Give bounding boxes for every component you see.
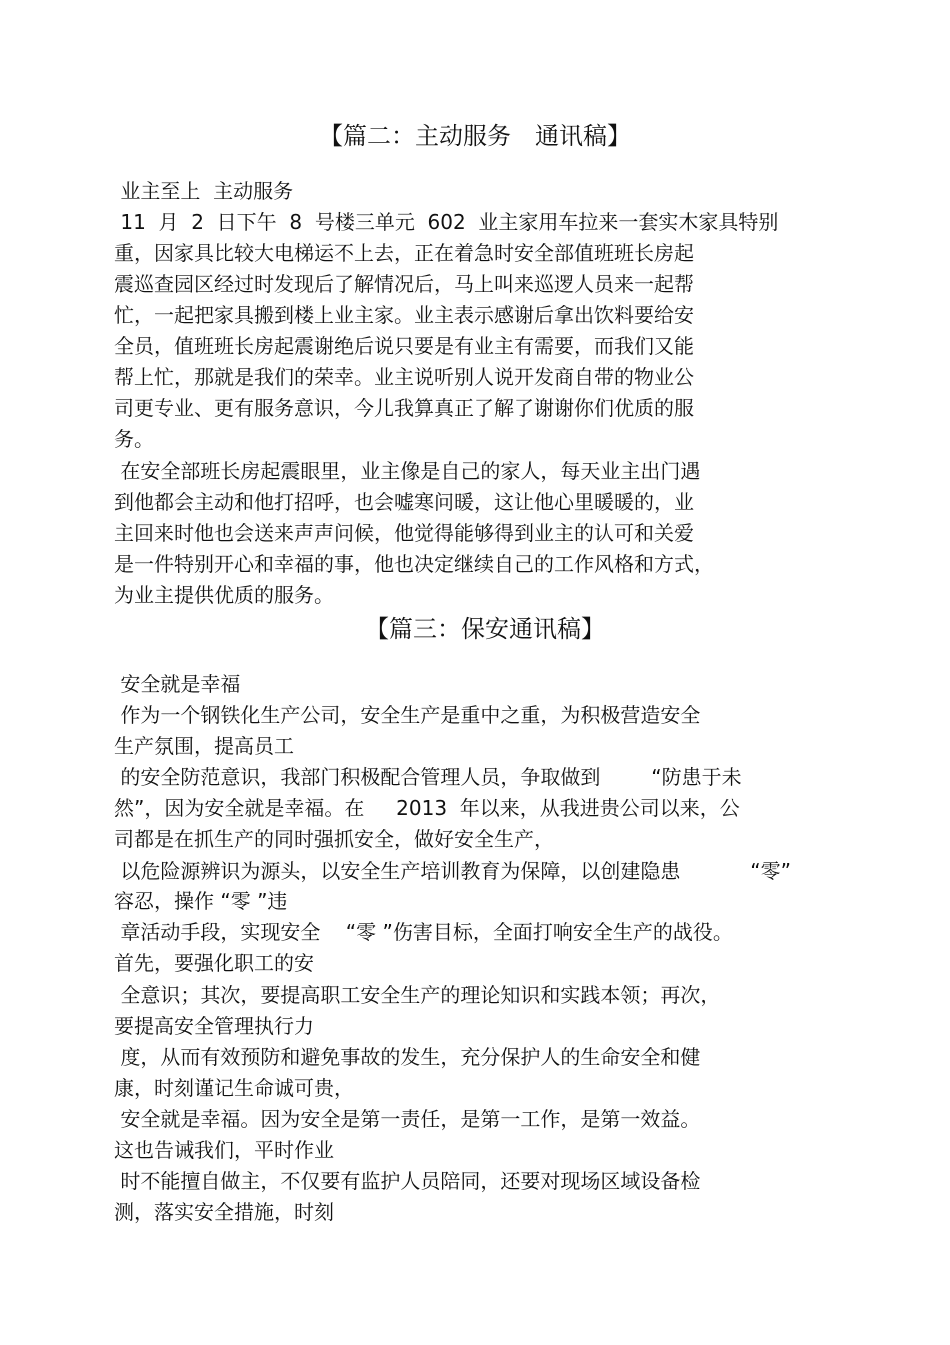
text-line: 主回来时他也会送来声声问候，他觉得能够得到业主的认可和关爱: [114, 521, 694, 545]
text-line: 11 月 2 日下午 8 号楼三单元 602 业主家用车拉来一套实木家具特别: [114, 210, 779, 234]
text-line: 这也告诫我们，平时作业: [114, 1138, 334, 1162]
text-line: 是一件特别开心和幸福的事，他也决定继续自己的工作风格和方式，: [114, 552, 714, 576]
text-line: 的安全防范意识，我部门积极配合管理人员，争取做到 “防患于未: [114, 765, 742, 789]
section-2-title: 【篇二：主动服务 通讯稿】: [319, 122, 631, 150]
text-line: 帮上忙，那就是我们的荣幸。业主说听别人说开发商自带的物业公: [114, 365, 694, 389]
text-line: 首先，要强化职工的安: [114, 951, 314, 975]
text-line: 重，因家具比较大电梯运不上去，正在着急时安全部值班班长房起: [114, 241, 694, 265]
text-line: 时不能擅自做主，不仅要有监护人员陪同，还要对现场区域设备检: [114, 1169, 701, 1193]
text-line: 然”，因为安全就是幸福。在 2013 年以来，从我进贵公司以来，公: [114, 796, 740, 820]
text-line: 司都是在抓生产的同时强抓安全，做好安全生产，: [114, 827, 554, 851]
text-line: 安全就是幸福: [114, 672, 241, 696]
text-line: 全员，值班班长房起震谢绝后说只要是有业主有需要，而我们又能: [114, 334, 694, 358]
text-line: 康，时刻谨记生命诚可贵，: [114, 1076, 354, 1100]
text-line: 到他都会主动和他打招呼，也会嘘寒问暖，这让他心里暖暖的，业: [114, 490, 694, 514]
text-line: 容忍，操作 “零 ”违: [114, 889, 288, 913]
text-line: 安全就是幸福。因为安全是第一责任，是第一工作，是第一效益。: [114, 1107, 701, 1131]
text-line: 章活动手段，实现安全 “零 ”伤害目标，全面打响安全生产的战役。: [114, 920, 733, 944]
text-line: 要提高安全管理执行力: [114, 1014, 314, 1038]
text-line: 测，落实安全措施，时刻: [114, 1200, 334, 1224]
text-line: 忙，一起把家具搬到楼上业主家。业主表示感谢后拿出饮料要给安: [114, 303, 694, 327]
text-line: 震巡查园区经过时发现后了解情况后，马上叫来巡逻人员来一起帮: [114, 272, 694, 296]
text-line: 业主至上 主动服务: [114, 179, 294, 203]
section-3-title: 【篇三：保安通讯稿】: [365, 615, 605, 643]
text-line: 务。: [114, 427, 154, 451]
text-line: 以危险源辨识为源头，以安全生产培训教育为保障，以创建隐患 “零”: [114, 859, 792, 883]
text-line: 生产氛围，提高员工: [114, 734, 294, 758]
text-line: 度，从而有效预防和避免事故的发生，充分保护人的生命安全和健: [114, 1045, 701, 1069]
text-line: 司更专业、更有服务意识，今儿我算真正了解了谢谢你们优质的服: [114, 396, 694, 420]
text-line: 为业主提供优质的服务。: [114, 583, 334, 607]
text-line: 作为一个钢铁化生产公司，安全生产是重中之重，为积极营造安全: [114, 703, 701, 727]
text-line: 在安全部班长房起震眼里，业主像是自己的家人，每天业主出门遇: [114, 459, 701, 483]
text-line: 全意识；其次，要提高职工安全生产的理论知识和实践本领；再次，: [114, 983, 721, 1007]
